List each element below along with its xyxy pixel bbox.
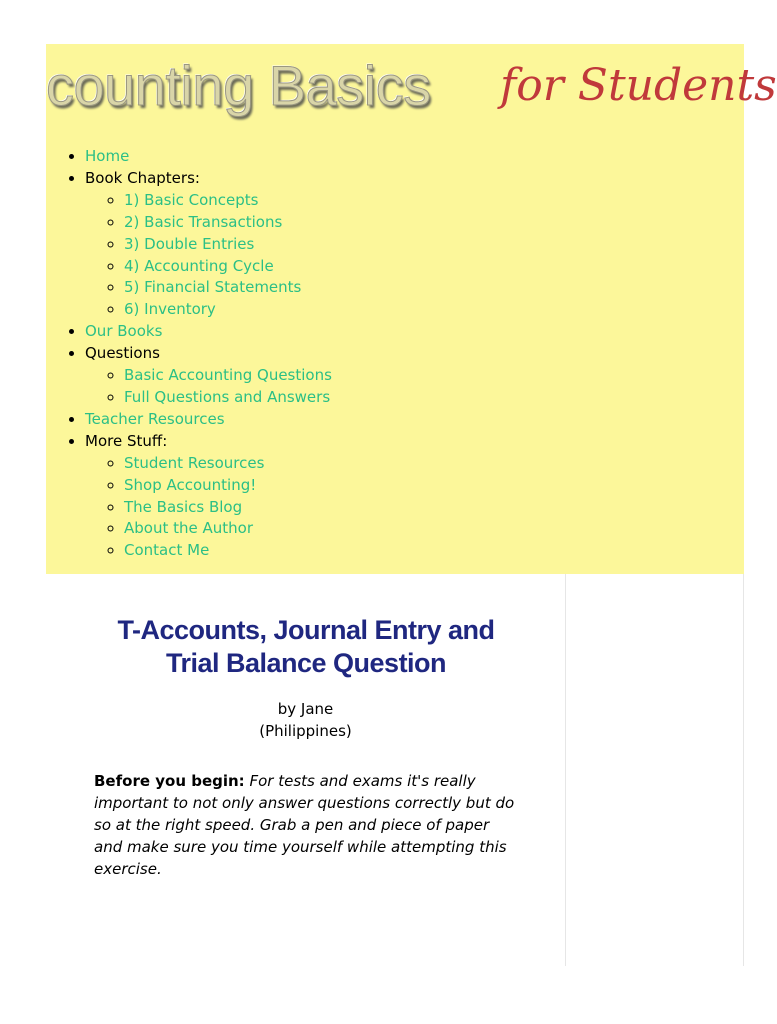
nav-link-home[interactable]: Home bbox=[85, 147, 130, 165]
content-area bbox=[46, 574, 744, 966]
nav-item-chapter bbox=[124, 256, 744, 278]
nav-link-about-author[interactable]: About the Author bbox=[124, 519, 254, 538]
nav-item-more bbox=[124, 497, 744, 519]
nav-link-basic-concepts[interactable]: 1) Basic Concepts bbox=[124, 190, 259, 209]
nav-item-chapter bbox=[124, 190, 744, 212]
nav-item-home bbox=[85, 146, 744, 168]
nav-link-basic-accounting-questions[interactable]: Basic Accounting Questions bbox=[124, 366, 332, 385]
author-location: (Philippines) bbox=[259, 722, 352, 741]
nav-link-our-books[interactable]: Our Books bbox=[85, 322, 163, 341]
nav-item-our-books bbox=[85, 321, 744, 343]
site-logo-tagline: for Students bbox=[500, 60, 777, 111]
nav-item-questions bbox=[85, 343, 744, 409]
nav-item-chapter bbox=[124, 234, 744, 256]
chapters-submenu bbox=[85, 190, 744, 321]
nav-item-more-stuff bbox=[85, 431, 744, 562]
author-byline bbox=[46, 698, 565, 742]
page-title bbox=[76, 614, 536, 680]
intro-label: Before you begin: bbox=[94, 772, 245, 791]
intro-paragraph bbox=[94, 770, 519, 880]
main-navigation bbox=[46, 136, 744, 574]
nav-link-teacher-resources[interactable]: Teacher Resources bbox=[85, 409, 225, 428]
nav-item-teacher-resources bbox=[85, 409, 744, 431]
article-main bbox=[46, 574, 565, 966]
nav-item-question bbox=[124, 387, 744, 409]
nav-link-basic-transactions[interactable]: 2) Basic Transactions bbox=[124, 212, 283, 231]
nav-item-more bbox=[124, 475, 744, 497]
author-name: by Jane bbox=[277, 700, 334, 719]
nav-item-more bbox=[124, 518, 744, 540]
nav-item-more bbox=[124, 540, 744, 562]
nav-label-more-stuff: More Stuff: bbox=[85, 431, 168, 450]
nav-item-question bbox=[124, 365, 744, 387]
nav-link-financial-statements[interactable]: 5) Financial Statements bbox=[124, 278, 302, 297]
nav-link-full-questions-answers[interactable]: Full Questions and Answers bbox=[124, 387, 331, 406]
page-title-line1: T-Accounts, Journal Entry and bbox=[117, 615, 495, 646]
questions-submenu bbox=[85, 365, 744, 409]
nav-link-accounting-cycle[interactable]: 4) Accounting Cycle bbox=[124, 256, 274, 275]
more-submenu bbox=[85, 453, 744, 563]
nav-link-student-resources[interactable]: Student Resources bbox=[124, 453, 265, 472]
nav-item-book-chapters bbox=[85, 168, 744, 321]
page-wrapper bbox=[46, 44, 777, 966]
right-sidebar bbox=[565, 574, 744, 966]
nav-list bbox=[46, 146, 744, 562]
nav-link-double-entries[interactable]: 3) Double Entries bbox=[124, 234, 255, 253]
nav-link-inventory[interactable]: 6) Inventory bbox=[124, 300, 216, 319]
page-title-line2: Trial Balance Question bbox=[165, 648, 447, 679]
nav-link-shop-accounting[interactable]: Shop Accounting! bbox=[124, 475, 257, 494]
nav-label-questions: Questions bbox=[85, 344, 160, 363]
nav-link-contact-me[interactable]: Contact Me bbox=[124, 541, 210, 560]
nav-link-basics-blog[interactable]: The Basics Blog bbox=[124, 497, 243, 516]
nav-label-book-chapters: Book Chapters: bbox=[85, 168, 200, 187]
nav-item-chapter bbox=[124, 299, 744, 321]
site-banner[interactable] bbox=[46, 44, 777, 136]
nav-item-chapter bbox=[124, 212, 744, 234]
site-logo-text: counting Basics bbox=[46, 54, 431, 117]
nav-item-more bbox=[124, 453, 744, 475]
nav-item-chapter bbox=[124, 277, 744, 299]
intro-text: For tests and exams it's really important to not only answer questions correctly but do so at the right speed. Grab a pen and piece of paper and make sure you time yourself while attempting this exercise. bbox=[94, 772, 515, 879]
